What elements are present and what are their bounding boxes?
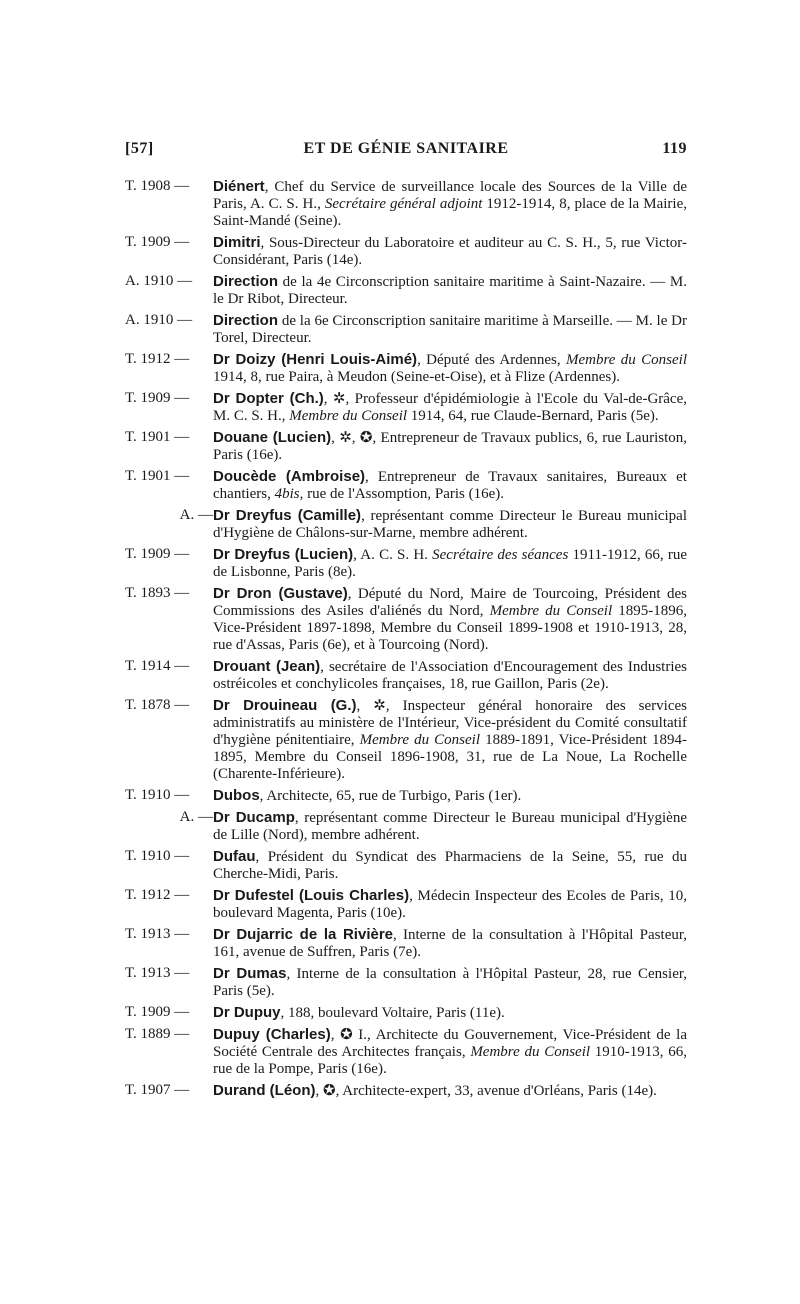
entry-details: , A. C. S. H. [353, 547, 433, 563]
list-item [125, 848, 687, 883]
entry-text [213, 234, 687, 269]
membership-code: T. 1913 — [125, 965, 190, 981]
member-name: Drouant (Jean) [213, 658, 321, 675]
membership-code: T. 1893 — [125, 585, 190, 601]
membership-code: T. 1901 — [125, 429, 190, 445]
list-item [125, 178, 687, 230]
membership-code: T. 1908 — [125, 178, 190, 194]
entry-details-end: 1914, 8, rue Paira, à Meudon (Seine-et-Oise), et à Flize (Ardennes). [213, 369, 620, 385]
entry-text [213, 351, 687, 386]
list-item [125, 787, 687, 805]
entry-title-italic: 4bis [274, 486, 300, 502]
entry-text [213, 546, 687, 581]
page-number: 119 [662, 140, 687, 157]
entry-text [213, 809, 687, 844]
entry-details: , Sous-Directeur du Laboratoire et auditeur au C. S. H., 5, rue Victor-Considérant, Paris (14e). [213, 235, 687, 268]
entry-details: , Président du Syndicat des Pharmaciens de la Seine, 55, rue du Cherche-Midi, Paris. [213, 849, 687, 882]
membership-code: A. 1910 — [125, 312, 193, 328]
list-item [125, 390, 687, 425]
list-item [125, 507, 687, 542]
name-prefix: Dr [213, 390, 236, 407]
list-item [125, 351, 687, 386]
entry-text [213, 1082, 687, 1100]
list-item [125, 468, 687, 503]
entry-title-italic: Secrétaire des séances [432, 547, 569, 563]
membership-code: T. 1912 — [125, 887, 190, 903]
name-prefix: Dr [213, 546, 235, 563]
entry-details: , ✲, Professeur d'épidémiologie à l'Ecole du Val-de-Grâce, M. C. S. H., [213, 391, 687, 424]
list-item [125, 585, 687, 654]
entry-text [213, 507, 687, 542]
name-prefix: Dr [213, 697, 244, 714]
membership-code: T. 1914 — [125, 658, 190, 674]
entry-details: , Architecte, 65, rue de Turbigo, Paris (1er). [259, 788, 522, 804]
entry-details: de la 6e Circonscription sanitaire maritime à Marseille. — M. le Dr Torel, Directeur. [213, 313, 687, 346]
member-name: Dreyfus (Camille) [235, 507, 362, 524]
entry-details-end: 1910-1913, 66, rue de la Pompe, Paris (16e). [213, 1044, 688, 1077]
membership-code: T. 1889 — [125, 1026, 190, 1042]
entry-details: , Entrepreneur de Travaux sanitaires, Bureaux et chantiers, [213, 469, 687, 502]
entry-text [213, 658, 687, 693]
entry-text [213, 848, 687, 883]
list-item [125, 546, 687, 581]
running-header [125, 140, 687, 162]
entry-title-italic: Secrétaire général adjoint [324, 196, 483, 212]
member-name: Dupuy (Charles) [213, 1026, 331, 1043]
name-prefix: Dr [213, 1004, 234, 1021]
entry-text [213, 312, 687, 347]
member-name: Dupuy [233, 1004, 281, 1021]
entry-title-italic: Membre du Conseil [470, 1044, 591, 1060]
member-name: Doucède (Ambroise) [213, 468, 366, 485]
membership-code: T. 1912 — [125, 351, 190, 367]
member-name: Dopter (Ch.) [235, 390, 324, 407]
membership-code: A. 1910 — [125, 273, 193, 289]
entry-details: , Interne de la consultation à l'Hôpital Pasteur, 161, avenue de Suffren, Paris (7e). [213, 927, 687, 960]
entry-details: , ✲, Inspecteur général honoraire des services administratifs au ministère de l'Intérieur, Vice-président du Comité consultatif d'hygiène pénitentiaire, [213, 698, 687, 748]
member-name: Diénert [213, 178, 265, 195]
member-name: Dufestel (Louis Charles) [234, 887, 410, 904]
entry-details: , ✪, Architecte-expert, 33, avenue d'Orléans, Paris (14e). [315, 1083, 657, 1099]
list-item [125, 1004, 687, 1022]
page-bracket-number: [57] [125, 140, 154, 157]
entry-details-end: 1911-1912, 66, rue de Lisbonne, Paris (8e). [213, 547, 688, 580]
list-item [125, 234, 687, 269]
running-title: ET DE GÉNIE SANITAIRE [303, 140, 509, 157]
list-item [125, 926, 687, 961]
member-name: Dron (Gustave) [236, 585, 348, 602]
member-name: Drouineau (G.) [243, 697, 357, 714]
member-name: Dreyfus (Lucien) [234, 546, 354, 563]
name-prefix: Dr [213, 507, 236, 524]
list-item [125, 312, 687, 347]
membership-code: T. 1901 — [125, 468, 190, 484]
entry-text [213, 273, 687, 308]
membership-code: A. — [179, 507, 213, 523]
name-prefix: Dr [213, 887, 235, 904]
member-name: Dimitri [213, 234, 261, 251]
entry-details: , Chef du Service de surveillance locale des Sources de la Ville de Paris, A. C. S. H., [213, 179, 687, 212]
list-item [125, 658, 687, 693]
membership-code: A. — [179, 809, 213, 825]
entry-details: , Député du Nord, Maire de Tourcoing, Président des Commissions des Asiles d'aliénés du Nord, [213, 586, 687, 619]
entry-details: , secrétaire de l'Association d'Encouragement des Industries ostréicoles et conchylicoles françaises, 18, rue Gaillon, Paris (2e). [213, 659, 687, 692]
entry-text [213, 1026, 687, 1078]
list-item [125, 429, 687, 464]
list-item [125, 1082, 687, 1100]
member-name: Dubos [213, 787, 260, 804]
entry-text [213, 390, 687, 425]
entry-details: , ✪ I., Architecte du Gouvernement, Vice-Président de la Société Centrale des Architectes français, [213, 1027, 687, 1060]
entry-details-end: 1889-1891, Vice-Président 1894-1895, Membre du Conseil 1896-1908, 31, rue de La Noue, La Rochelle (Charente-Inférieure). [213, 732, 687, 782]
entry-text [213, 787, 687, 805]
membership-code: T. 1878 — [125, 697, 190, 713]
entry-details: de la 4e Circonscription sanitaire maritime à Saint-Nazaire. — M. le Dr Ribot, Directeur. [213, 274, 687, 307]
entry-details: , 188, boulevard Voltaire, Paris (11e). [280, 1005, 505, 1021]
member-name: Dufau [213, 848, 256, 865]
entry-details-end: 1914, 64, rue Claude-Bernard, Paris (5e). [407, 408, 659, 424]
list-item [125, 697, 687, 783]
membership-code: T. 1909 — [125, 390, 190, 406]
membership-code: T. 1909 — [125, 234, 190, 250]
member-name: Doizy (Henri Louis-Aimé) [235, 351, 418, 368]
entry-text [213, 429, 687, 464]
list-item [125, 887, 687, 922]
entry-text [213, 468, 687, 503]
entry-details: , représentant comme Directeur le Bureau municipal d'Hygiène de Lille (Nord), membre adhérent. [213, 810, 687, 843]
name-prefix: Dr [213, 585, 237, 602]
name-prefix: Dr [213, 965, 237, 982]
name-prefix: Dr [213, 351, 236, 368]
entry-details: , représentant comme Directeur le Bureau municipal d'Hygiène de Châlons-sur-Marne, membre adhérent. [213, 508, 688, 541]
entry-details-end: 1912-1914, 8, place de la Mairie, Saint-Mandé (Seine). [213, 196, 687, 229]
membership-code: T. 1910 — [125, 848, 190, 864]
member-name: Dujarric de la Rivière [236, 926, 394, 943]
name-prefix: Dr [213, 926, 237, 943]
membership-code: T. 1910 — [125, 787, 190, 803]
entry-text [213, 1004, 687, 1022]
membership-code: T. 1913 — [125, 926, 190, 942]
entry-details-end: , rue de l'Assomption, Paris (16e). [299, 486, 504, 502]
entry-details: , Député des Ardennes, [417, 352, 566, 368]
membership-code: T. 1909 — [125, 546, 190, 562]
list-item [125, 965, 687, 1000]
entry-title-italic: Membre du Conseil [359, 732, 481, 748]
entry-title-italic: Membre du Conseil [489, 603, 613, 619]
member-name: Ducamp [235, 809, 295, 826]
entry-text [213, 887, 687, 922]
entry-text [213, 178, 687, 230]
entry-text [213, 585, 687, 654]
list-item [125, 273, 687, 308]
list-item [125, 1026, 687, 1078]
entry-details: , Interne de la consultation à l'Hôpital Pasteur, 28, rue Censier, Paris (5e). [213, 966, 687, 999]
member-name: Douane (Lucien) [213, 429, 332, 446]
name-prefix: Dr [213, 809, 236, 826]
member-name: Dumas [236, 965, 287, 982]
member-name: Direction [213, 273, 279, 290]
member-name: Durand (Léon) [213, 1082, 316, 1099]
member-list [125, 178, 687, 1104]
membership-code: T. 1907 — [125, 1082, 190, 1098]
entry-text [213, 697, 687, 783]
list-item [125, 809, 687, 844]
entry-title-italic: Membre du Conseil [566, 352, 687, 368]
entry-title-italic: Membre du Conseil [289, 408, 408, 424]
entry-text [213, 965, 687, 1000]
entry-details: , Médecin Inspecteur des Ecoles de Paris, 10, boulevard Magenta, Paris (10e). [213, 888, 687, 921]
entry-details-end: 1895-1896, Vice-Président 1897-1898, Membre du Conseil 1899-1908 et 1910-1913, 28, rue d'Assas, Paris (6e), et à Tourcoing (Nord). [213, 603, 688, 653]
entry-details: , ✲, ✪, Entrepreneur de Travaux publics, 6, rue Lauriston, Paris (16e). [213, 430, 687, 463]
entry-text [213, 926, 687, 961]
membership-code: T. 1909 — [125, 1004, 190, 1020]
member-name: Direction [213, 312, 279, 329]
